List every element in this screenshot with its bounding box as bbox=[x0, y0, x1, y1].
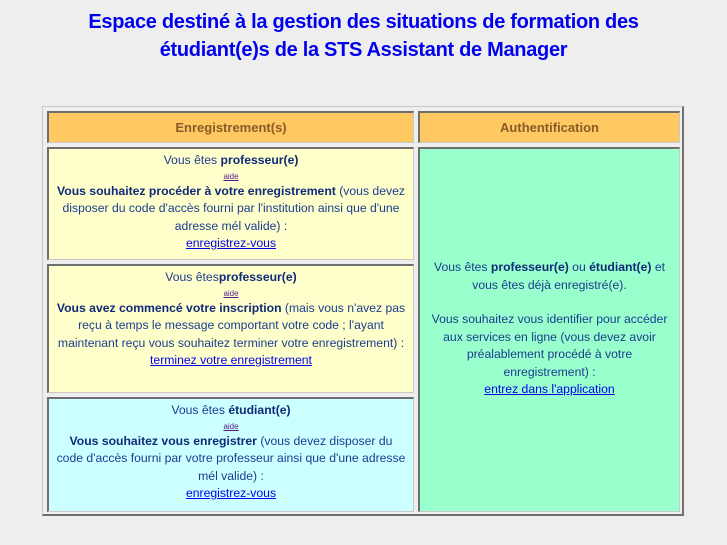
registration-header bbox=[47, 111, 414, 143]
teacher-finish-help-link[interactable]: aide bbox=[223, 288, 239, 298]
role-label: professeur(e) bbox=[218, 270, 297, 284]
page-title-line1: Espace destiné à la gestion des situations de formation des bbox=[88, 11, 639, 33]
finish-registration-link[interactable]: terminez votre enregistrement bbox=[150, 353, 312, 367]
teacher-finish-role-line: Vous êtesprofesseur(e) bbox=[165, 270, 297, 284]
student-registration-description: Vous souhaitez vous enregistrer (vous devez disposer du code d'accès fourni par votre professeur ainsi que d'une adresse mél valide) : bbox=[56, 433, 406, 483]
authentication-panel bbox=[418, 147, 680, 512]
teacher-registration-help-link[interactable]: aide bbox=[223, 171, 239, 181]
authentication-description: Vous souhaitez vous identifier pour accéder aux services en ligne (vous devez avoir préalablement procédé à votre enregistrement) : bbox=[431, 312, 668, 379]
authentication-header-label: Authentification bbox=[500, 119, 599, 135]
teacher-registration-panel bbox=[47, 147, 414, 260]
page-title bbox=[0, 8, 727, 64]
student-registration-panel bbox=[47, 397, 414, 512]
teacher-register-link[interactable]: enregistrez-vous bbox=[185, 236, 277, 250]
role-label: étudiant(e) bbox=[228, 403, 291, 417]
teacher-registration-description: Vous souhaitez procéder à votre enregistrement (vous devez disposer du code d'accès fourni par l'institution ainsi que d'une adresse mél valide) : bbox=[57, 183, 405, 233]
authentication-role-line: Vous êtes professeur(e) ou étudiant(e) et vous êtes déjà enregistré(e). bbox=[433, 260, 665, 292]
student-registration-role-line: Vous êtes étudiant(e) bbox=[171, 403, 291, 417]
authentication-header bbox=[418, 111, 680, 143]
registration-header-label: Enregistrement(s) bbox=[175, 119, 287, 135]
teacher-finish-registration-panel bbox=[47, 264, 414, 393]
page-title-line2: étudiant(e)s de la STS Assistant de Manager bbox=[159, 39, 568, 61]
student-register-link[interactable]: enregistrez-vous bbox=[185, 486, 277, 500]
teacher-finish-description: Vous avez commencé votre inscription (mais vous n'avez pas reçu à temps le message comportant votre code ; l'ayant maintenant reçu vous souhaitez terminer votre enregistrement) : bbox=[56, 300, 406, 350]
role-label: professeur(e) bbox=[220, 153, 299, 167]
main-table bbox=[42, 106, 684, 516]
teacher-registration-role-line: Vous êtes professeur(e) bbox=[163, 153, 299, 167]
student-registration-help-link[interactable]: aide bbox=[223, 421, 239, 431]
login-link[interactable]: entrez dans l'application bbox=[484, 382, 615, 396]
